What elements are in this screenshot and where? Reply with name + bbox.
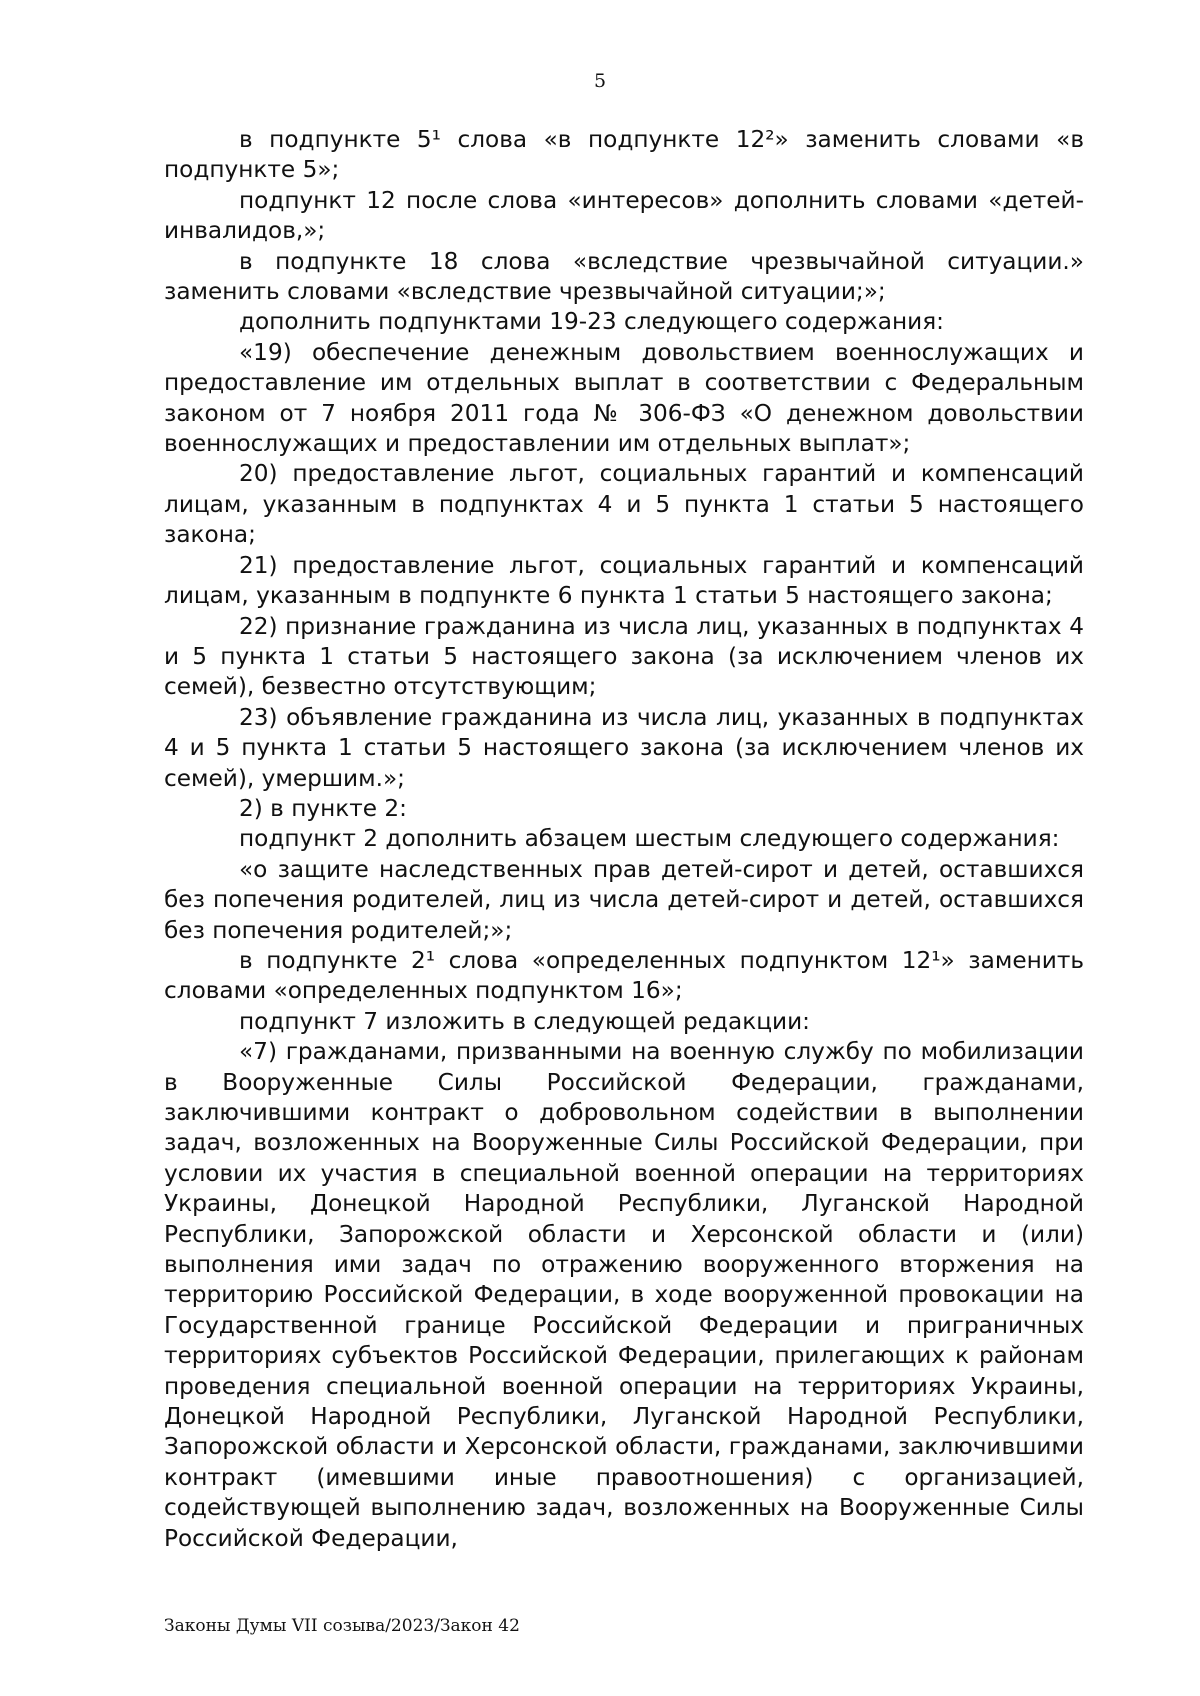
paragraph: в подпункте 2¹ слова «определенных подпунктом 12¹» заменить словами «определенных подпунктом 16»; (164, 946, 1084, 1005)
paragraph: в подпункте 18 слова «вследствие чрезвычайной ситуации.» заменить словами «вследствие чрезвычайной ситуации;»; (164, 247, 1084, 306)
paragraph: дополнить подпунктами 19-23 следующего содержания: (239, 308, 944, 336)
paragraph: подпункт 2 дополнить абзацем шестым следующего содержания: (239, 825, 1060, 853)
paragraph: в подпункте 5¹ слова «в подпункте 12²» заменить словами «в подпункте 5»; (164, 126, 1084, 184)
paragraph: подпункт 12 после слова «интересов» дополнить словами «детей-инвалидов,»; (164, 186, 1084, 245)
paragraph: 22) признание гражданина из числа лиц, указанных в подпунктах 4 и 5 пункта 1 статьи 5 настоящего закона (за исключением членов их семей), безвестно отсутствующим; (164, 612, 1084, 701)
paragraph: 21) предоставление льгот, социальных гарантий и компенсаций лицам, указанным в подпункте 6 пункта 1 статьи 5 настоящего закона; (164, 551, 1084, 610)
paragraph: подпункт 7 изложить в следующей редакции: (239, 1007, 810, 1035)
paragraph: «о защите наследственных прав детей-сирот и детей, оставшихся без попечения родителей, лиц из числа детей-сирот и детей, оставшихся без попечения родителей;»; (164, 855, 1084, 944)
paragraph: 2) в пункте 2: (239, 794, 407, 822)
paragraph: 20) предоставление льгот, социальных гарантий и компенсаций лицам, указанным в подпунктах 4 и 5 пункта 1 статьи 5 настоящего закона; (164, 460, 1084, 549)
document-body (164, 125, 1084, 1554)
page-number: 5 (593, 70, 607, 92)
paragraph: 23) объявление гражданина из числа лиц, указанных в подпунктах 4 и 5 пункта 1 статьи 5 настоящего закона (за исключением членов их семей), умершим.»; (164, 703, 1084, 792)
paragraph: «19) обеспечение денежным довольствием военнослужащих и предоставление им отдельных выплат в соответствии с Федеральным законом от 7 ноября 2011 года № 306-ФЗ «О денежном довольствии военнослужащих и предоставлении им отдельных выплат»; (164, 338, 1084, 458)
footer-reference: Законы Думы VII созыва/2023/Закон 42 (164, 1616, 520, 1636)
paragraph: «7) гражданами, призванными на военную службу по мобилизации в Вооруженные Силы Российской Федерации, гражданами, заключившими контракт о добровольном содействии в выполнении задач, возложенных на Вооруженные Силы Российской Федерации, при условии их участия в специальной военной операции на территориях Украины, Донецкой Народной Республики, Луганской Народной Республики, Запорожской области и Херсонской области и (или) выполнения ими задач по отражению вооруженного вторжения на территорию Российской Федерации, в ходе вооруженной провокации на Государственной границе Российской Федерации и приграничных территориях субъектов Российской Федерации, прилегающих к районам проведения специальной военной операции на территориях Украины, Донецкой Народной Республики, Луганской Народной Республики, Запорожской области и Херсонской области, гражданами, заключившими контракт (имевшими иные правоотношения) с организацией, содействующей выполнению задач, возложенных на Вооруженные Силы Российской Федерации, (164, 1038, 1084, 1552)
